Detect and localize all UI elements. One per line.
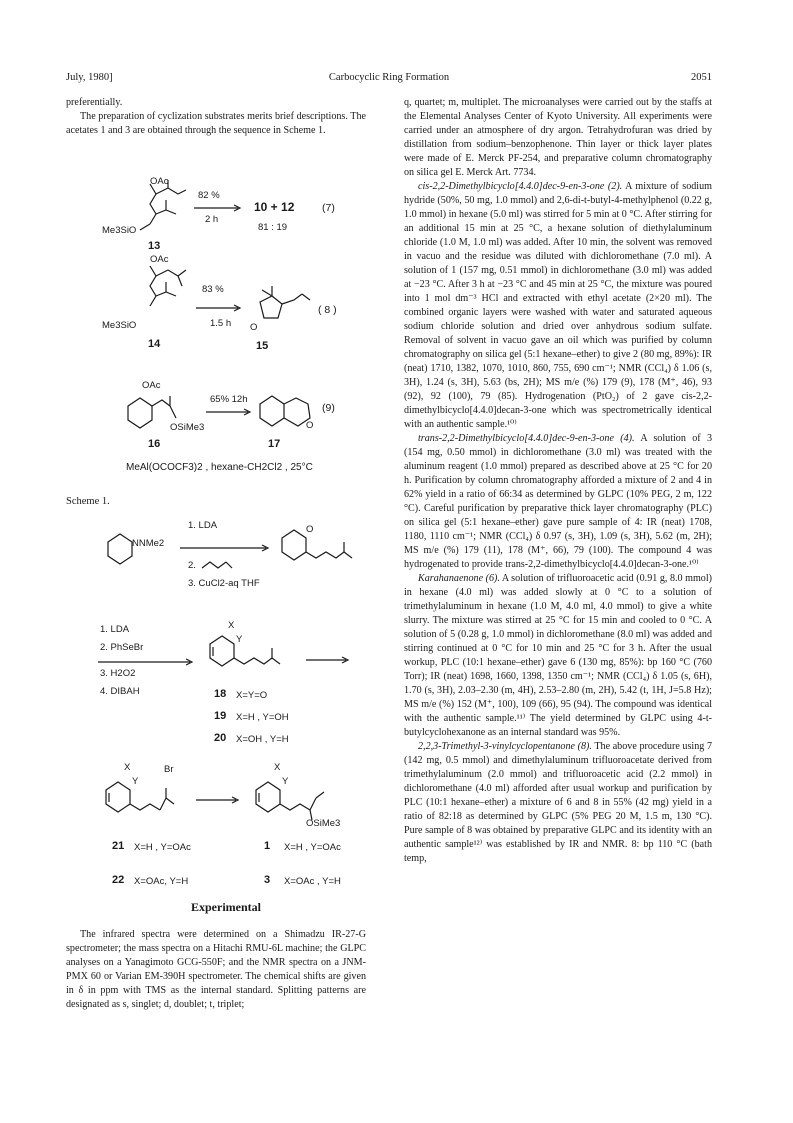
structure-17 [254,386,324,438]
step2-reagent-1: 1. LDA [100,624,130,635]
intro-line: preferentially. [66,97,123,108]
xy-x-label: X [228,620,235,631]
time-8: 1.5 h [210,318,232,329]
xy-x-label-1: X [274,762,281,773]
left-intro [66,96,366,138]
section-body-2: A mixture of sodium hydride (50%, 50 mg, 1.0 mmol) and 2,6-di-t-butyl-4-methylphenol (0.22 g, 1.0 mmol) in hexane (5.0 ml) was stirred for 5 min at 0 °C. After stirring for an additional 15 min at 25 °C, a hexane solution of diethylaluminum chloride (1.0 M, 1.0 ml) was added. After 10 min, the solvent was removed in vacuo and the residue was diluted with dichloromethane (7.0 ml). A solution of 1 (157 mg, 0.51 mmol) in dichloromethane (3.0 ml) was added at −23 °C. After 3 h at −23 °C and 45 min at 25 °C, the mixture was poured into 1 mol dm⁻³ HCl and extracted with ethyl acetate (2×20 ml). The combined organic layers were washed with water and saturated aqueous sodium chloride solution and dried over anhydrous sodium sulfate. Removal of solvent in vacuo gave an oil which was purified by column chromatography on silica gel (5:1 hexane–ether) to give 2 (80 mg, 89%): IR (neat) 1710, 1382, 1070, 1010, 860, 755, 690 cm⁻¹; NMR (CCl₄) δ 1.06 (s, 3H), 1.24 (s, 3H), 5.63 (bs, 2H); MS m/e (%) 179 (9), 178 (M⁺, 46), 93 (92), 92 (100), 79 (85). Hydrogenation (PtO₂) of 2 gave cis-2,2-dimethylbicyclo[4.4.0]decan-3-one which was spectrometrically identical with an authentic sample.¹⁰⁾ [404,181,712,430]
oac-label-14: OAc [150,254,169,265]
yield-7: 82 % [198,190,220,201]
compound-20: 20 [214,732,227,744]
step1-reagent-2: 2. [188,560,196,571]
experimental-intro [66,928,366,1012]
tms-label-14: Me3SiO [102,320,137,331]
compound-1-label: X=H , Y=OAc [284,842,341,853]
compound-20-label: X=OH , Y=H [236,734,289,745]
step1-arrow [180,544,270,552]
section-compound-4 [404,432,712,572]
ketone-o-17: O [306,420,314,431]
step1-reagent-1: 1. LDA [188,520,218,531]
hydrazone-structure [100,528,150,572]
compound-16: 16 [148,438,161,450]
reagent-note: MeAl(OCOCF3)2 , hexane-CH2Cl2 , 25°C [126,462,313,473]
running-header [66,72,712,88]
xy-x-label-21: X [124,762,131,773]
silyl-enol-structure-1-3 [250,770,360,826]
oac-label-16: OAc [142,380,161,391]
experimental-paragraph: The infrared spectra were determined on a Shimadzu IR-27-G spectrometer; the mass spectra on a Hitachi RMU-6L machine; the GLPC analyses on a Yanagimoto GCG-550F; and the NMR spectra on a JNM-PMX 60 or Varian EM-390H spectrometer. The chemical shifts are given in δ in ppm with TMS as the internal standard. Splitting patterns are designated as s, singlet; d, doublet; t, triplet; [66,929,366,1010]
compound-15: 15 [256,340,269,352]
oac-label-13: OAc [150,176,169,187]
compound-1: 1 [264,840,271,852]
compound-19: 19 [214,710,227,722]
section-body-6: A solution of trifluoroacetic acid (0.91 g, 8.0 mmol) in hexane (4.0 ml) was added slowly at 0 °C to a solution of trimethylaluminum in hexane (1.0 M, 4.0 ml, 4.0 mmol) to give a white slurry. The mixture was stirred at 25 °C for 15 min and cooled to 0 °C. A solution of 5 (0.28 g, 1.0 mmol) in dichloromethane (8.0 ml) was added and stirring continued at 0 °C for 10 min and 25 °C for 3 h. After the usual workup, PLC (10:1 hexane–ether) gave 6 (130 mg, 85%): bp 160 °C (760 Torr); IR (neat) 1698, 1660, 1398, 1350 cm⁻¹; NMR (CCl₄) δ 1.05 (s, 6H), 1.70 (s, 3H), 2.03–2.30 (m, 4H), 2.53–2.80 (m, 2H), 5.42 (t, 1H, J=5.8 Hz); MS m/e (%) 152 (M⁺, 100), 109 (66), 95 (94). The compound was identical with the authentic sample.¹¹⁾ The yield determined by GLPC using 4-t-butylcyclohexanone as an internal standard was 95%. [404,573,713,738]
section-compound-2 [404,180,712,432]
prenyl-iodide-structure [200,558,240,572]
xy-y-label: Y [236,634,243,645]
step2-reagent-4: 4. DIBAH [100,686,140,697]
section-title-8: 2,2,3-Trimethyl-3-vinylcyclopentanone (8). [418,741,592,752]
section-body-4: A solution of 3 (154 mg, 0.50 mmol) in dichloromethane (3.0 ml) was treated with the aluminum reagent (1.0 mmol) prepared as described above at 25 °C for 20 h. Purification by column chromatography afforded a mixture of 2 and 4 in 62% yield in a ratio of 66:34 as determined by GLPC (10% PEG, 2 m, 122 °C). Careful purification by preparative thick layer chromatography (PLC) on silica gel (5:1 hexane–ether) gave pure sample of 4: IR (neat) 1708, 1180, 1110 cm⁻¹; NMR (CCl₄) δ 0.97 (s, 3H), 1.09 (s, 3H), 5.62 (m, 2H); MS m/e (%) 179 (11), 178 (M⁺, 66), 79 (100). The compound 4 was hydrogenated to provide trans-2,2-dimethylbicyclo[4.4.0]decan-3-one.¹⁰⁾ [404,433,712,570]
compound-22-label: X=OAc, Y=H [134,876,189,887]
reaction-arrow-9 [206,408,252,416]
intro-paragraph: The preparation of cyclization substrates merits brief descriptions. The acetates 1 and 3 are obtained through the sequence in Scheme 1. [66,111,366,136]
ketone-product-structure [276,524,366,572]
compound-14: 14 [148,338,161,350]
compound-19-label: X=H , Y=OH [236,712,289,723]
right-column [404,96,712,866]
section-body-8: The above procedure using 7 (142 mg, 0.5 mmol) and dimethylaluminum trifluoroacetate derived from trimethylaluminum (2.0 mmol) and trifluoroacetic acid (2.2 mmol) in dichloromethane (4.0 ml) afforded after usual workup and purification by PLC (10:1 hexane–ether) a mixture of 6 and 8 in 55% (42 mg) yield in a ratio of 82:18 as determined by GLPC (5% PEG 20 M, 1.5 m, 130 °C). Pure sample of 8 was obtained by preparative GLPC and its identity with an authentic sample¹²⁾ was established by IR and NMR. 8: bp 110 °C (bath temp, [404,741,712,864]
compound-17: 17 [268,438,281,450]
conditions-9: 65% 12h [210,394,248,405]
experimental-heading: Experimental [191,900,261,914]
header-date: July, 1980] [66,72,113,83]
structure-15 [250,282,320,332]
equation-number-9: (9) [322,402,335,414]
bromide-structure-21-22 [100,770,210,826]
section-title-2: cis-2,2-Dimethylbicyclo[4.4.0]dec-9-en-3-one (2). [418,181,623,192]
right-intro-paragraph: q, quartet; m, multiplet. The microanalyses were carried out by the staffs at the Elemental Analyses Center of Kyoto University. All experiments were carried under an atmosphere of dry argon. Tetrahydrofuran was dried by distillation from sodium–benzophenone. Thin layer or thick layer plates were made of E. Merck PF-254, and preparative column chromatography on silica gel E. Merck Art. 7734. [404,97,712,178]
compound-3-label: X=OAc , Y=H [284,876,341,887]
enone-structure-18-20 [204,630,314,678]
section-title-6: Karahanaenone (6). [418,573,500,584]
ketone-o-label: O [306,524,314,535]
time-7: 2 h [205,214,219,225]
xy-y-label-21: Y [132,776,139,787]
tms-label-13: Me3SiO [102,225,137,236]
equation-number-7: (7) [322,202,335,214]
equation-number-8: ( 8 ) [318,304,337,316]
page-number: 2051 [691,72,712,83]
compound-13: 13 [148,240,161,252]
reaction-arrow-7 [194,204,242,212]
section-title-4: trans-2,2-Dimethylbicyclo[4.4.0]dec-9-en-3-one (4). [418,433,635,444]
reaction-arrow-8 [196,304,242,312]
step2-out-arrow [306,656,350,664]
nnme2-label: NNMe2 [132,538,165,549]
compound-18-label: X=Y=O [236,690,268,701]
step2-reagent-2: 2. PhSeBr [100,642,144,653]
osime3-label: OSiMe3 [306,818,341,829]
ratio-7: 81 : 19 [258,222,288,233]
step2-reagent-3: 3. H2O2 [100,668,136,679]
step1-reagent-3: 3. CuCl2-aq THF [188,578,260,589]
step3-arrow [196,796,240,804]
products-7: 10 + 12 [254,200,295,214]
section-compound-6 [404,572,712,740]
bromine-label: Br [164,764,174,775]
compound-21-label: X=H , Y=OAc [134,842,191,853]
xy-y-label-1: Y [282,776,289,787]
header-title: Carbocyclic Ring Formation [328,72,450,83]
tms-label-16: OSiMe3 [170,422,205,433]
yield-8: 83 % [202,284,224,295]
ketone-o-15: O [250,322,258,333]
compound-21: 21 [112,840,125,852]
section-compound-8 [404,740,712,866]
compound-18: 18 [214,688,227,700]
compound-22: 22 [112,874,125,886]
compound-3: 3 [264,874,271,886]
scheme-label: Scheme 1. [66,496,110,507]
step2-arrow [98,658,194,666]
